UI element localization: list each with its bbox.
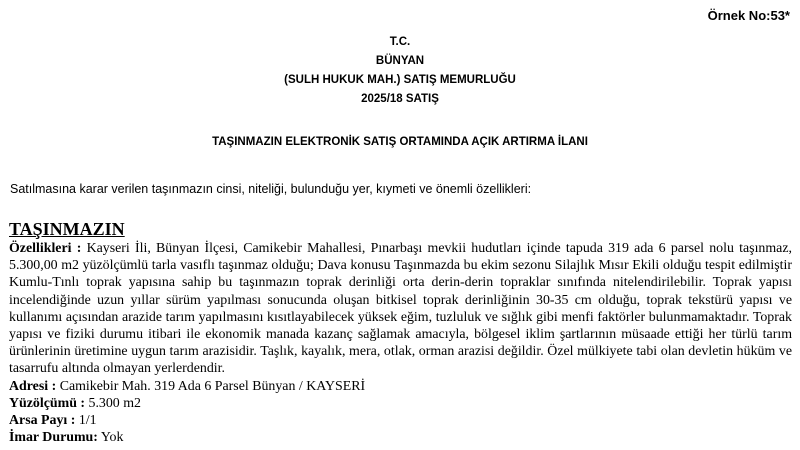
share-row — [9, 412, 792, 429]
header-line-office: (SULH HUKUK MAH.) SATIŞ MEMURLUĞU — [284, 74, 516, 86]
area-label: Yüzölçümü : — [9, 395, 86, 411]
intro-text: Satılmasına karar verilen taşınmazın cinsi, niteliği, bulunduğu yer, kıymeti ve önemli özellikleri: — [10, 182, 532, 196]
share-value: 1/1 — [78, 413, 97, 429]
share-label: Arsa Payı : — [9, 413, 76, 429]
area-row — [9, 395, 792, 412]
zoning-value: Yok — [100, 430, 124, 446]
address-label: Adresi : — [9, 378, 57, 394]
address-value: Camikebir Mah. 319 Ada 6 Parsel Bünyan / KAYSERİ — [59, 378, 366, 394]
features-paragraph — [9, 240, 792, 378]
document-header — [0, 33, 800, 109]
property-details — [9, 240, 792, 446]
area-value: 5.300 m2 — [88, 395, 141, 411]
header-line-file-no: 2025/18 SATIŞ — [361, 93, 439, 105]
zoning-label: İmar Durumu: — [9, 430, 98, 446]
sample-number: Örnek No:53* — [707, 8, 790, 23]
features-text: Kayseri İli, Bünyan İlçesi, Camikebir Mahallesi, Pınarbaşı mevkii hudutları içinde tapuda 319 ada 6 parsel nolu taşınmaz, 5.300,00 m2 yüzölçümlü tarla vasıflı taşınmaz olduğu; Dava konusu Taşınmazda bu ekim sezonu Silajlık Mısır Ekili olduğu tespit edilmiştir Kumlu-Tınlı toprak yapısına sahip bu taşınmazın toprak derinliği orta derin-derin topraklar sınıfında nitelendirilebilir. Toprak yapısı incelendiğinde uzun yıllar sürüm yapılması sonucunda oluşan bitkisel toprak derinliğinin 30-35 cm olduğu, toprak tekstürü yapısı ve kullanımı açısından arazide tarım yapılmasını kısıtlayabilecek yüksek eğim, tuzluluk ve sığlık gibi menfi faktörler bulunmamaktadır. Toprak yapısı ve fiziki durumu itibari ile ekonomik manada kazanç sağlamak amacıyla, bölgesel iklim şartlarının müsaade ettiği her türlü tarım ürünlerinin üretimine uygun tarım arazisidir. Taşlık, kayalık, mera, otlak, orman arazisi değildir. Özel mülkiyete tabi olan devletin hüküm ve tasarrufu altında olmayan yerlerdendir. — [9, 241, 792, 377]
features-label: Özellikleri : — [9, 241, 82, 256]
header-line-district: BÜNYAN — [375, 55, 425, 67]
notice-title: TAŞINMAZIN ELEKTRONİK SATIŞ ORTAMINDA AÇIK ARTIRMA İLANI — [212, 136, 588, 148]
address-row — [9, 378, 792, 395]
section-title: TAŞINMAZIN — [9, 219, 125, 239]
zoning-row — [9, 429, 792, 446]
header-line-tc: T.C. — [389, 36, 411, 48]
